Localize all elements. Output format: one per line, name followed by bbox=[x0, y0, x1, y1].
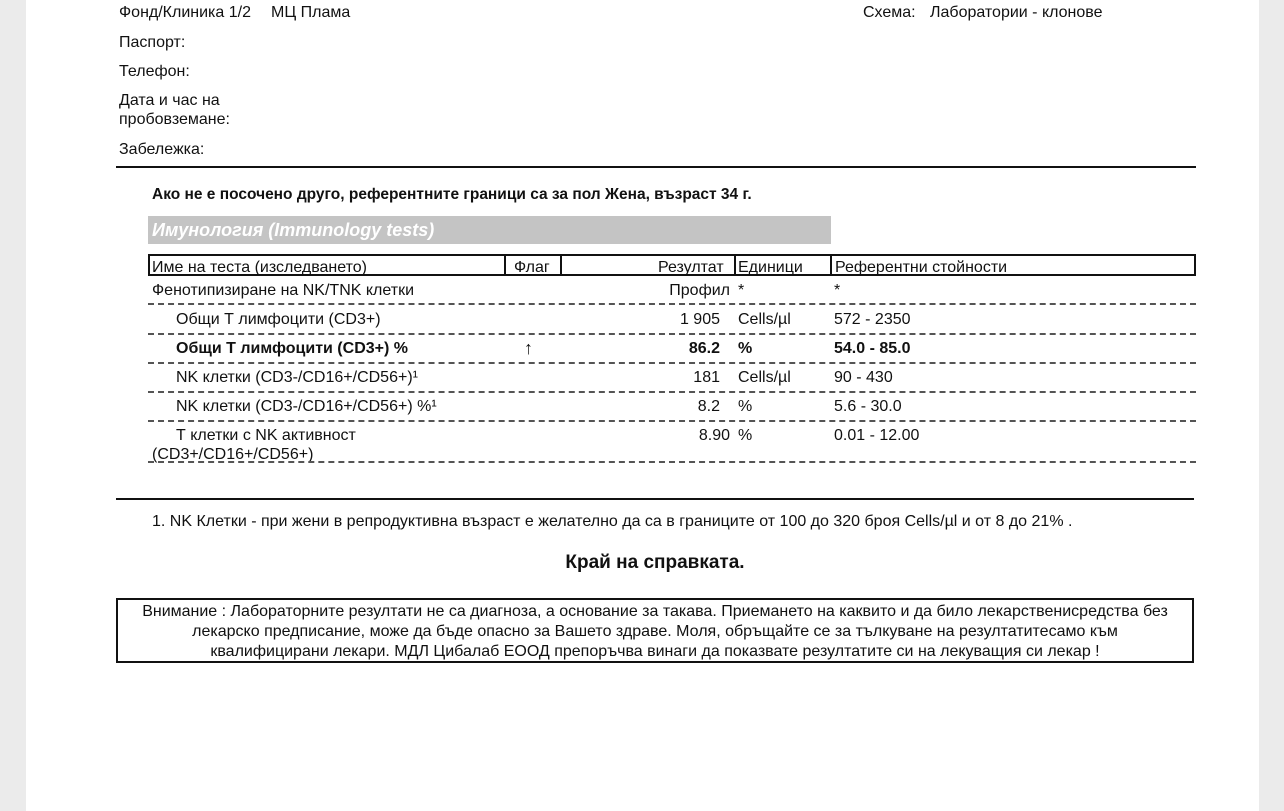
table-bottom-divider bbox=[116, 498, 1194, 500]
table-header bbox=[148, 254, 1196, 276]
test-result: 1 905 bbox=[679, 311, 720, 328]
col-divider bbox=[734, 256, 736, 274]
row-separator bbox=[148, 420, 1196, 422]
sample-date-label-line2: пробовземане: bbox=[119, 111, 230, 128]
test-reference: * bbox=[834, 282, 841, 299]
col-divider bbox=[560, 256, 562, 274]
col-header-result: Резултат bbox=[658, 259, 724, 276]
note-label: Забележка: bbox=[119, 141, 205, 158]
row-separator bbox=[148, 362, 1196, 364]
test-name: NK клетки (CD3-/CD16+/CD56+) %¹ bbox=[176, 398, 437, 415]
disclaimer-notice bbox=[116, 598, 1194, 663]
test-name: Фенотипизиране на NK/TNK клетки bbox=[152, 282, 415, 299]
scheme-label: Схема: bbox=[863, 4, 916, 21]
flag-high-icon: ↑ bbox=[524, 338, 533, 358]
report-page bbox=[26, 0, 1259, 811]
passport-label: Паспорт: bbox=[119, 34, 186, 51]
col-header-units: Единици bbox=[738, 259, 803, 276]
test-units: * bbox=[738, 282, 745, 299]
test-result: 8.2 bbox=[697, 398, 720, 415]
col-header-flag: Флаг bbox=[514, 259, 550, 276]
disclaimer-line1: Внимание : Лабораторните резултати не са диагноза, а основание за такава. Приемането на каквито и да било лекарственисредства без bbox=[142, 603, 1168, 620]
test-reference: 54.0 - 85.0 bbox=[834, 340, 911, 357]
test-name-line2: (CD3+/CD16+/CD56+) bbox=[152, 446, 314, 463]
test-units: % bbox=[738, 427, 753, 444]
test-name: NK клетки (CD3-/CD16+/CD56+)¹ bbox=[176, 369, 418, 386]
test-name: Т клетки с NK активност bbox=[176, 427, 356, 444]
section-title: Имунология (Immunology tests) bbox=[148, 216, 831, 244]
disclaimer-line2: лекарско предписание, може да бъде опасно за Вашето здраве. Моля, обръщайте се за тълкуване на резултатитесамо към bbox=[192, 623, 1118, 640]
test-reference: 90 - 430 bbox=[834, 369, 893, 386]
phone-label: Телефон: bbox=[119, 63, 190, 80]
fund-label: Фонд/Клиника 1/2 bbox=[119, 4, 251, 21]
end-of-report: Край на справката. bbox=[565, 552, 745, 573]
col-header-reference: Референтни стойности bbox=[835, 259, 1008, 276]
test-result: Профил bbox=[669, 282, 730, 299]
scheme-value: Лаборатории - клонове bbox=[930, 4, 1103, 21]
col-divider bbox=[830, 256, 832, 274]
test-units: Cells/µl bbox=[738, 311, 791, 328]
sample-date-label-line1: Дата и час на bbox=[119, 92, 220, 109]
footnote: 1. NK Клетки - при жени в репродуктивна възраст е желателно да са в границите от 100 до 320 броя Cells/µl и от 8 до 21% . bbox=[152, 513, 1073, 530]
test-result: 86.2 bbox=[688, 340, 720, 357]
disclaimer-line3: квалифицирани лекари. МДЛ Цибалаб ЕООД препоръчва винаги да показвате резултатите си на лекуващия си лекар ! bbox=[210, 643, 1100, 660]
test-reference: 5.6 - 30.0 bbox=[834, 398, 902, 415]
test-result: 181 bbox=[693, 369, 720, 386]
row-separator bbox=[148, 303, 1196, 305]
row-separator bbox=[148, 461, 1196, 463]
test-name: Общи Т лимфоцити (CD3+) % bbox=[176, 340, 408, 357]
row-separator bbox=[148, 333, 1196, 335]
test-units: Cells/µl bbox=[738, 369, 791, 386]
test-units: % bbox=[738, 398, 753, 415]
row-separator bbox=[148, 391, 1196, 393]
col-header-name: Име на теста (изследването) bbox=[152, 259, 367, 276]
test-reference: 0.01 - 12.00 bbox=[834, 427, 920, 444]
fund-value: МЦ Плама bbox=[271, 4, 351, 21]
col-divider bbox=[504, 256, 506, 274]
test-reference: 572 - 2350 bbox=[834, 311, 911, 328]
test-units: % bbox=[738, 340, 753, 357]
test-name: Общи Т лимфоцити (CD3+) bbox=[176, 311, 381, 328]
reference-note: Ако не е посочено друго, референтните граници са за пол Жена, възраст 34 г. bbox=[152, 186, 752, 203]
test-result: 8.90 bbox=[698, 427, 730, 444]
header-divider bbox=[116, 166, 1196, 168]
